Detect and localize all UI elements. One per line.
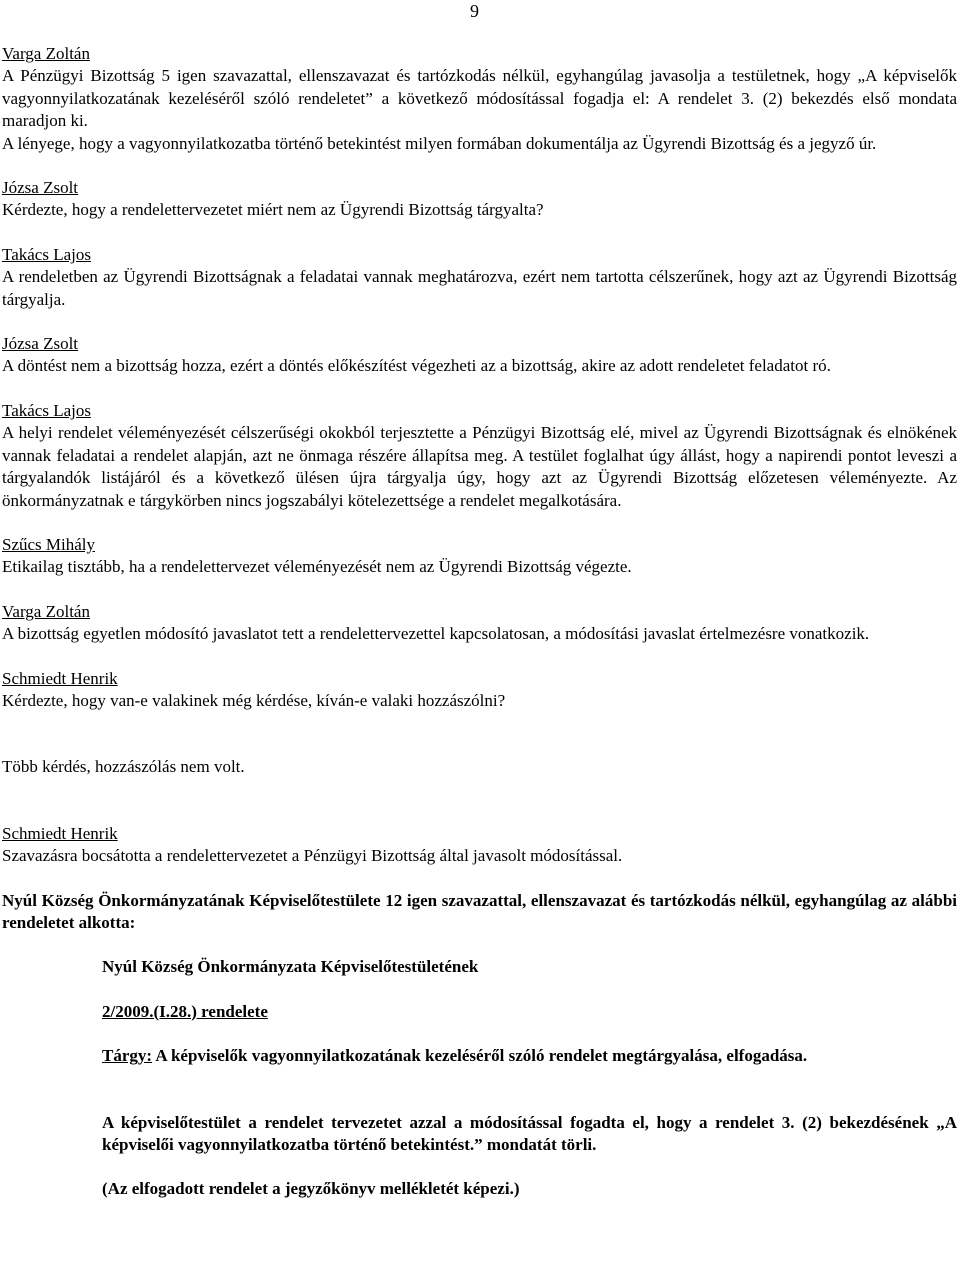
speaker-name: Varga Zoltán — [2, 44, 90, 63]
speech-text: A rendeletben az Ügyrendi Bizottságnak a feladatai vannak meghatározva, ezért nem tartotta célszerűnek, hogy azt az Ügyrendi Bizottság tárgyalja. — [2, 267, 957, 309]
speaker-name: Schmiedt Henrik — [2, 823, 118, 843]
speech-block — [2, 668, 957, 713]
subject-text: A képviselők vagyonnyilatkozatának kezeléséről szóló rendelet megtárgyalása, elfogadása. — [152, 1046, 808, 1066]
document-body — [2, 43, 957, 1201]
annex-note: (Az elfogadott rendelet a jegyzőkönyv mellékletét képezi.) — [102, 1179, 520, 1199]
vote-block — [2, 823, 957, 868]
speech-block — [2, 400, 957, 512]
speech-block — [2, 43, 957, 155]
speech-text: Kérdezte, hogy van-e valakinek még kérdése, kíván-e valaki hozzászólni? — [2, 690, 506, 710]
speech-text: A helyi rendelet véleményezését célszerűségi okokból terjesztette a Pénzügyi Bizottság elé, mivel az Ügyrendi Bizottságnak és elnökének vannak feladatai a rendelet alapján, azt ne önmaga részére állapítsa meg. A testület foglalhat úgy állást, hogy a napirendi pontot leveszi a tárgyalandók listájáról és a következő ülésen újra tárgyalja úgy, hogy azt az Ügyrendi Bizottság előzetesen véleményezte. Az önkormányzatnak e tárgykörben nincs jogszabályi kötelezettsége a rendelet megalkotására. — [2, 423, 957, 510]
speaker-name: Józsa Zsolt — [2, 334, 79, 354]
speaker-name: Takács Lajos — [2, 400, 91, 420]
speech-block — [2, 333, 957, 378]
ordinance-subject — [102, 1045, 957, 1067]
speech-text: A Pénzügyi Bizottság 5 igen szavazattal, ellenszavazat és tartózkodás nélkül, egyhangúlag javasolja a testületnek, hogy „A képviselők vagyonnyilatkozatának kezeléséről szóló rendeletet” a következő módosítással fogadja el: A rendelet 3. (2) bekezdés első mondata maradjon ki. — [2, 66, 957, 131]
speech-block — [2, 177, 957, 222]
ordinance-number: 2/2009.(I.28.) rendelete — [102, 1001, 268, 1021]
vote-text: Szavazásra bocsátotta a rendelettervezetet a Pénzügyi Bizottság által javasolt módosítással. — [2, 846, 623, 866]
speaker-name: Varga Zoltán — [2, 601, 90, 621]
speech-text: Etikailag tisztább, ha a rendelettervezet véleményezését nem az Ügyrendi Bizottság végezte. — [2, 557, 632, 577]
ordinance-header: Nyúl Község Önkormányzata Képviselőtestületének — [102, 957, 479, 977]
subject-label: Tárgy: — [102, 1046, 153, 1066]
speaker-name: Schmiedt Henrik — [2, 668, 118, 688]
speaker-name: Takács Lajos — [2, 244, 91, 264]
no-more-questions: Több kérdés, hozzászólás nem volt. — [2, 757, 245, 777]
speech-text: A lényege, hogy a vagyonnyilatkozatba történő betekintést milyen formában dokumentálja az Ügyrendi Bizottság és a jegyző úr. — [2, 133, 877, 153]
adopted-text: A képviselőtestület a rendelet tervezetet azzal a módosítással fogadta el, hogy a rendelet 3. (2) bekezdésének „A képviselői vagyonnyilatkozatba történő betekintést.” mondatát törli. — [102, 1112, 957, 1154]
speaker-name: Józsa Zsolt — [2, 178, 79, 198]
speaker-name: Szűcs Mihály — [2, 534, 96, 554]
speech-text: A döntést nem a bizottság hozza, ezért a döntés előkészítést végezheti az a bizottság, akire az adott rendeletet feladatot ró. — [2, 356, 831, 376]
page-number: 9 — [470, 1, 479, 21]
speech-block — [2, 244, 957, 311]
resolution-intro: Nyúl Község Önkormányzatának Képviselőtestülete 12 igen szavazattal, ellenszavazat és tartózkodás nélkül, egyhangúlag az alábbi rendeletet alkotta: — [2, 890, 957, 932]
ordinance-block — [2, 956, 957, 1200]
speech-text: A bizottság egyetlen módosító javaslatot tett a rendelettervezettel kapcsolatosan, a módosítási javaslat értelmezésre vonatkozik. — [2, 624, 870, 644]
speech-block — [2, 534, 957, 579]
speech-text: Kérdezte, hogy a rendelettervezetet miért nem az Ügyrendi Bizottság tárgyalta? — [2, 200, 544, 220]
speech-block — [2, 601, 957, 646]
